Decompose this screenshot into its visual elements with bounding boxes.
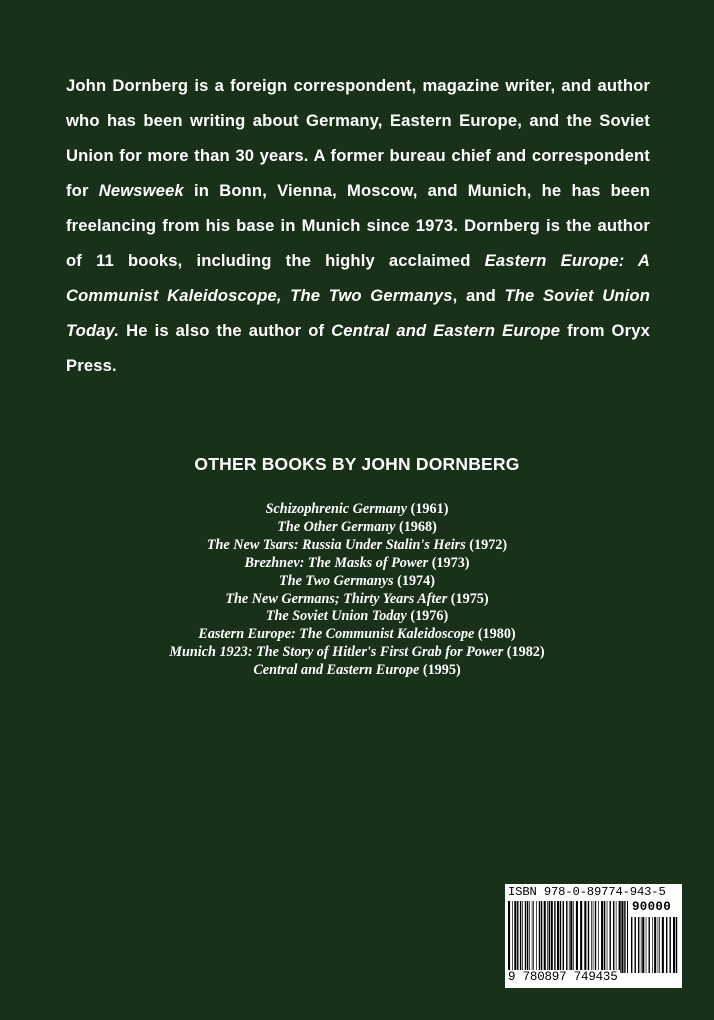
barcode-bar — [658, 917, 659, 973]
barcode-bar — [631, 917, 632, 973]
barcode-bar — [512, 901, 513, 973]
bio-text: John Dornberg is a foreign correspondent, magazine writer, and author who has been writing about Germany, Eastern Europe, and the Soviet Union for more than 30 years. A former bureau chief and correspondent for — [66, 76, 650, 200]
barcode-bar — [601, 901, 603, 973]
book-year: (1982) — [506, 644, 545, 661]
bio-title-central-eastern-europe: Central and Eastern Europe — [331, 321, 561, 340]
book-title: Schizophrenic Germany — [265, 501, 408, 517]
book-item — [0, 608, 714, 626]
book-item — [0, 519, 714, 537]
barcode-bar — [613, 901, 614, 973]
author-bio — [66, 68, 650, 383]
book-year: (1968) — [398, 518, 437, 535]
barcode-bar — [593, 901, 594, 973]
book-item — [0, 644, 714, 662]
barcode-bar — [652, 917, 653, 973]
barcode-bar — [621, 901, 623, 973]
barcode-bar — [607, 901, 608, 973]
barcode-bar — [576, 901, 578, 973]
barcode-bar — [563, 901, 564, 973]
book-item — [0, 626, 714, 644]
barcode-bar — [641, 917, 642, 973]
barcode-bar — [514, 901, 516, 973]
barcode-bar — [529, 901, 530, 973]
book-title: The New Tsars: Russia Under Stalin's Heirs — [206, 536, 466, 553]
barcode-bar — [570, 901, 572, 973]
barcode-bar — [549, 901, 550, 973]
barcode-bar — [604, 901, 605, 973]
book-title: Munich 1923: The Story of Hitler's First Grab for Power — [169, 644, 504, 661]
book-year: (1975) — [450, 590, 489, 607]
book-year: (1972) — [469, 536, 508, 553]
barcode-bar — [638, 917, 639, 973]
book-year: (1961) — [410, 501, 449, 517]
book-title: The Other Germany — [277, 518, 396, 535]
barcode-bar — [673, 917, 675, 973]
barcode-bar — [557, 901, 559, 973]
isbn-label: ISBN 978-0-89774-943-5 — [508, 885, 666, 899]
barcode-bar — [566, 901, 567, 973]
barcode-bar — [520, 901, 521, 973]
book-title: Central and Eastern Europe — [253, 662, 420, 679]
barcode-bar — [646, 917, 647, 973]
barcode-bar — [627, 901, 628, 973]
barcode-bar — [580, 901, 582, 973]
barcode-bar — [508, 901, 510, 973]
bio-text: in Bonn, Vienna, Moscow, and Munich, he has been freelancing from his base in Munich since 1973. Dornberg is the author of 11 books, including the highly acclaimed — [66, 181, 650, 270]
book-title: The Two Germanys — [279, 572, 394, 589]
barcode-bar — [532, 901, 533, 973]
book-item — [0, 555, 714, 573]
book-item — [0, 537, 714, 555]
barcode-bar — [616, 901, 617, 973]
barcode-bar — [598, 901, 599, 973]
barcode-bar — [649, 917, 650, 973]
book-title: The Soviet Union Today — [265, 608, 407, 625]
book-title: Brezhnev: The Masks of Power — [244, 554, 429, 571]
barcode-bar — [584, 901, 586, 973]
barcode-bar — [533, 901, 534, 973]
book-item — [0, 662, 714, 680]
bio-text: He is also the author of — [119, 321, 332, 340]
barcode-bar — [676, 917, 677, 973]
barcode-bar — [595, 901, 596, 973]
book-year: (1976) — [410, 608, 449, 625]
barcode-bar — [536, 901, 537, 973]
bio-text: from Oryx Press. — [66, 321, 650, 375]
barcode-bar — [517, 901, 518, 973]
barcode-bar — [560, 901, 561, 973]
barcode-bar — [525, 901, 526, 973]
other-books-heading: OTHER BOOKS BY JOHN DORNBERG — [194, 454, 520, 474]
other-books-list — [0, 501, 714, 680]
barcode-bar — [635, 917, 636, 973]
barcode-bar — [522, 901, 523, 973]
barcode-bar — [569, 901, 570, 973]
bio-title-soviet-union-today: The Soviet Union Today. — [66, 286, 651, 340]
price-code: 90000 — [632, 900, 672, 914]
book-item — [0, 573, 714, 591]
book-item — [0, 501, 714, 519]
ean-barcode-bars — [508, 901, 628, 973]
barcode-bar — [666, 917, 667, 973]
barcode-bar — [619, 901, 621, 973]
barcode-bar — [670, 917, 671, 973]
barcode-bar — [551, 901, 553, 973]
barcode-bar — [527, 901, 528, 973]
bio-titles-acclaimed: Eastern Europe: A Communist Kaleidoscope, The Two Germanys — [66, 251, 651, 305]
barcode-bar — [662, 917, 664, 973]
barcode-bar — [610, 901, 611, 973]
book-title: Eastern Europe: The Communist Kaleidoscope — [198, 626, 475, 643]
addon-barcode-bars — [631, 917, 678, 973]
book-year: (1973) — [431, 554, 470, 571]
barcode-bar — [659, 917, 660, 973]
bio-title-newsweek: Newsweek — [98, 181, 184, 200]
barcode-bar — [544, 901, 546, 973]
book-year: (1974) — [397, 572, 435, 589]
barcode-bar — [624, 901, 625, 973]
barcode-bar — [588, 901, 589, 973]
book-year: (1995) — [422, 662, 461, 679]
barcode-bar — [642, 917, 644, 973]
barcode-bar — [573, 901, 574, 973]
isbn-barcode — [505, 884, 682, 988]
barcode-bar — [547, 901, 548, 973]
barcode-digits: 9 780897 749435 — [508, 970, 618, 984]
barcode-bar — [654, 917, 656, 973]
book-item — [0, 591, 714, 609]
book-year: (1980) — [477, 626, 516, 643]
barcode-bar — [554, 901, 555, 973]
book-title: The New Germans; Thirty Years After — [225, 590, 448, 607]
barcode-bar — [539, 901, 540, 973]
barcode-bar — [541, 901, 542, 973]
bio-text: , and — [452, 286, 505, 305]
barcode-bar — [591, 901, 592, 973]
